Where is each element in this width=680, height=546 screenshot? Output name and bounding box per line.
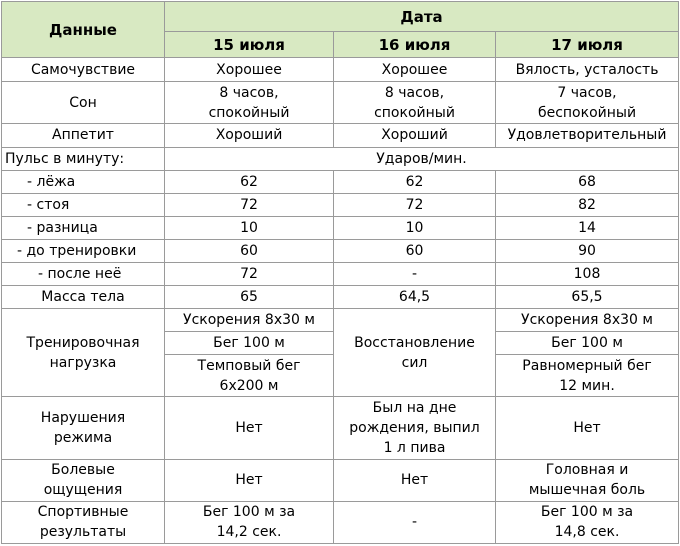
cell-line: 8 часов, [219,84,279,101]
cell: 62 [334,170,496,193]
cell [496,355,679,397]
header-date-17: 17 июля [496,32,679,58]
self-control-diary-table [1,1,679,544]
row-before-training [2,239,679,262]
cell: Бег 100 м [165,332,334,355]
row-feeling [2,58,679,82]
row-training-1 [2,309,679,332]
pulse-unit: Ударов/мин. [165,147,679,170]
row-results [2,501,679,543]
row-standing [2,193,679,216]
row-difference [2,216,679,239]
row-appetite [2,124,679,147]
row-label [2,501,165,543]
cell: - [334,501,496,543]
cell: 72 [334,193,496,216]
row-lying [2,170,679,193]
cell: 64,5 [334,285,496,308]
cell [165,355,334,397]
row-label: - до тренировки [2,239,165,262]
cell [165,82,334,124]
cell: Ускорения 8х30 м [496,309,679,332]
label-line: Тренировочная [26,334,140,351]
label-line: нагрузка [49,354,117,371]
cell: 72 [165,262,334,285]
cell-line: 6х200 м [219,377,279,394]
label-line: Нарушения [40,409,126,426]
cell: Нет [165,397,334,459]
cell [334,397,496,459]
cell-line: мышечная боль [528,482,646,499]
cell-line: Восстановление [354,334,475,351]
cell-line: 14,8 сек. [554,524,620,541]
cell: Нет [165,459,334,501]
label-line: режима [53,429,113,446]
cell [334,82,496,124]
header-date: Дата [165,2,679,32]
cell-line: спокойный [374,104,455,121]
cell: 65 [165,285,334,308]
cell-line: Бег 100 м за [540,504,634,521]
cell: Нет [496,397,679,459]
cell: 82 [496,193,679,216]
cell-line: Головная и [545,462,629,479]
label-line: ощущения [43,482,123,499]
cell-line: сил [401,354,428,371]
row-label: Масса тела [2,285,165,308]
cell-line: 7 часов, [557,84,617,101]
cell: Ускорения 8х30 м [165,309,334,332]
row-label: - после неё [2,262,165,285]
cell: Удовлетворительный [496,124,679,147]
row-pain [2,459,679,501]
cell: Вялость, усталость [496,58,679,82]
cell: Бег 100 м [496,332,679,355]
cell: Хорошее [165,58,334,82]
row-label [2,397,165,459]
cell [334,309,496,397]
row-label: Сон [2,82,165,124]
cell: 108 [496,262,679,285]
row-label: Аппетит [2,124,165,147]
cell: Хороший [334,124,496,147]
cell [496,459,679,501]
cell: 10 [165,216,334,239]
row-sleep [2,82,679,124]
cell-line: рождения, выпил [349,419,480,436]
cell-line: спокойный [208,104,290,121]
cell: 14 [496,216,679,239]
row-label [2,459,165,501]
label-line: Болевые [51,462,115,479]
row-label [2,309,165,397]
header-date-16: 16 июля [334,32,496,58]
cell: 60 [334,239,496,262]
row-label: - лёжа [2,170,165,193]
cell-line: беспокойный [537,104,637,121]
cell-line: Равномерный бег [522,357,652,374]
cell-line: 1 л пива [383,439,446,456]
cell [165,501,334,543]
label-line: Спортивные [37,504,129,521]
row-label: Самочувствие [2,58,165,82]
cell: Нет [334,459,496,501]
cell-line: Бег 100 м за [202,504,296,521]
cell: 72 [165,193,334,216]
cell-line: Был на дне [372,399,457,416]
cell [496,82,679,124]
cell: 65,5 [496,285,679,308]
cell: 62 [165,170,334,193]
cell-line: 12 мин. [559,377,615,394]
cell-line: 8 часов, [384,84,445,101]
row-violations [2,397,679,459]
cell: 60 [165,239,334,262]
row-pulse [2,147,679,170]
header-data: Данные [2,2,165,58]
cell-line: Темповый бег [197,357,301,374]
cell-line: 14,2 сек. [216,524,282,541]
header-date-15: 15 июля [165,32,334,58]
cell: - [334,262,496,285]
row-label: - разница [2,216,165,239]
cell: 90 [496,239,679,262]
cell [496,501,679,543]
row-label: Пульс в минуту: [2,147,165,170]
cell: Хороший [165,124,334,147]
row-after-training [2,262,679,285]
cell: 10 [334,216,496,239]
label-line: результаты [39,524,127,541]
cell: 68 [496,170,679,193]
row-label: - стоя [2,193,165,216]
row-body-mass [2,285,679,308]
cell: Хорошее [334,58,496,82]
